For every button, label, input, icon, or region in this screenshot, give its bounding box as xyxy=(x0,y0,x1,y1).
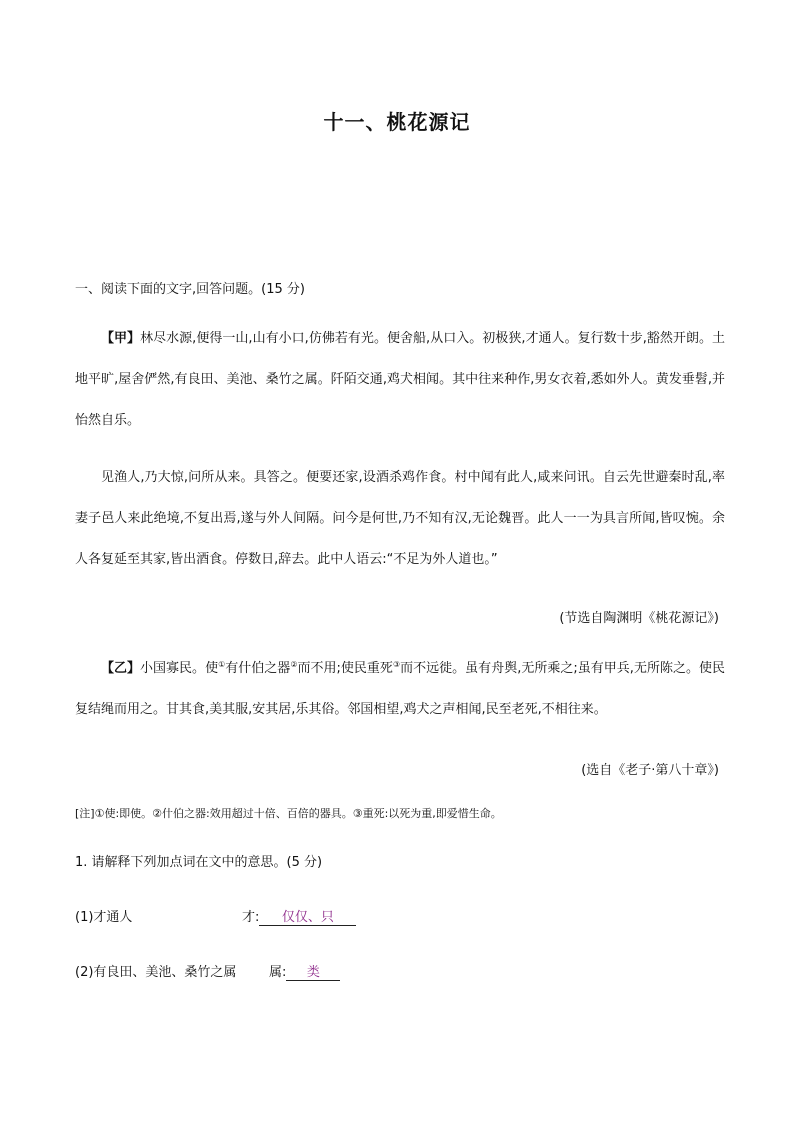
passage-yi-text-1: 小国寡民。使 xyxy=(140,661,219,676)
passage-yi-label: 【乙】 xyxy=(101,661,141,676)
question-1-item-1 xyxy=(75,906,356,926)
item-1-answer: 仅仅、只 xyxy=(259,910,356,926)
question-1-prompt: 1. 请解释下列加点词在文中的意思。(5 分) xyxy=(75,855,323,870)
passage-yi-text-2: 有什伯之器 xyxy=(225,661,291,676)
passage-jia-label: 【甲】 xyxy=(101,331,141,346)
item-2-word: 属: xyxy=(269,965,287,980)
section-heading: 一、阅读下面的文字,回答问题。(15 分) xyxy=(75,282,305,297)
footnote-marker-2: ② xyxy=(290,660,298,669)
item-1-word: 才: xyxy=(242,910,260,925)
footnote-marker-3: ③ xyxy=(392,660,401,669)
passage-jia-source: (节选自陶渊明《桃花源记》) xyxy=(559,611,719,626)
passage-jia-text-1: 林尽水源,便得一山,山有小口,仿佛若有光。便舍船,从口入。初极狭,才通人。复行数十步,豁然开朗。土地平旷,屋舍俨然,有良田、美池、桑竹之属。阡陌交通,鸡犬相闻。其中往来种作,男女衣着,悉如外人。黄发垂髫,并怡然自乐。 xyxy=(75,331,725,428)
passage-yi-text-3: 而不用;使民重死 xyxy=(297,661,393,676)
annotation-note: [注]①使:即使。②什伯之器:效用超过十倍、百倍的器具。③重死:以死为重,即爱惜生命。 xyxy=(75,807,502,820)
passage-jia-paragraph-1 xyxy=(75,318,725,441)
item-2-phrase: (2)有良田、美池、桑竹之属 xyxy=(75,965,237,980)
passage-yi-source: (选自《老子·第八十章》) xyxy=(581,763,719,778)
page-title: 十一、桃花源记 xyxy=(323,110,471,134)
passage-yi-text-4: 而不远徙。虽有舟舆,无所乘之;虽有甲兵,无所陈之。使民复结绳而用之。甘其食,美其服,安其居,乐其俗。邻国相望,鸡犬之声相闻,民至老死,不相往来。 xyxy=(75,661,725,717)
footnote-marker-1: ① xyxy=(218,660,226,669)
item-2-answer: 类 xyxy=(286,965,340,981)
question-1-item-2 xyxy=(75,961,340,981)
passage-jia-paragraph-2: 见渔人,乃大惊,问所从来。具答之。便要还家,设酒杀鸡作食。村中闻有此人,咸来问讯。自云先世避秦时乱,率妻子邑人来此绝境,不复出焉,遂与外人间隔。问今是何世,乃不知有汉,无论魏晋。此人一一为具言所闻,皆叹惋。余人各复延至其家,皆出酒食。停数日,辞去。此中人语云:“不足为外人道也。” xyxy=(75,470,725,567)
item-1-phrase: (1)才通人 xyxy=(75,910,133,925)
passage-yi-paragraph xyxy=(75,648,725,730)
